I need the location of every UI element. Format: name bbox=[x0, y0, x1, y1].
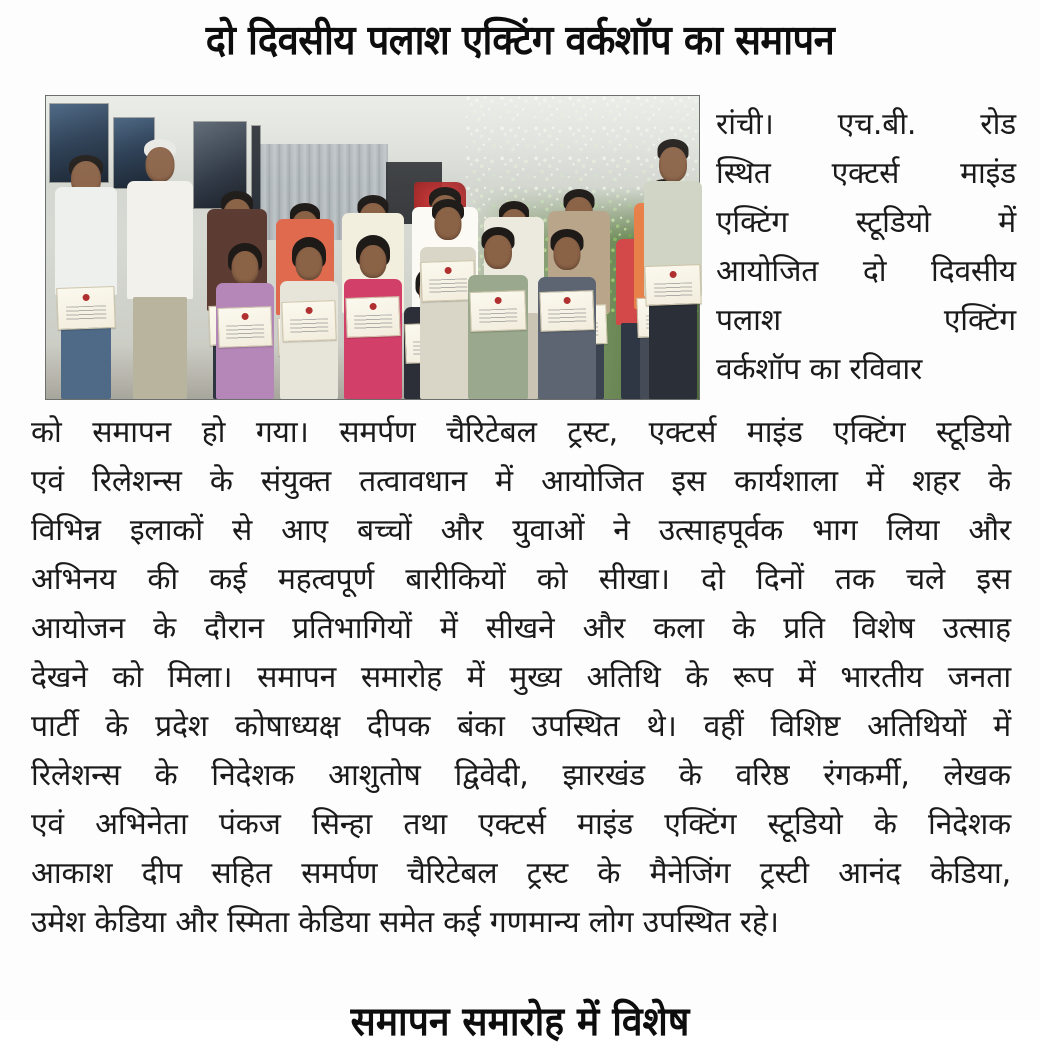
body-word: रांची। bbox=[716, 107, 774, 142]
body-word: हो bbox=[201, 415, 226, 450]
body-word: कोषाध्यक्ष bbox=[234, 709, 341, 744]
body-word: कई bbox=[209, 562, 247, 597]
photo-person bbox=[214, 241, 276, 399]
body-word: युवाओं bbox=[512, 513, 585, 548]
body-word: जनता bbox=[947, 660, 1011, 695]
side-column-text bbox=[716, 100, 1016, 394]
body-word: माइंड bbox=[577, 807, 633, 842]
body-word: के bbox=[153, 611, 176, 646]
body-word: सिन्हा bbox=[311, 807, 373, 842]
body-word: के bbox=[732, 611, 756, 646]
body-line bbox=[31, 849, 1011, 898]
body-word: संयुक्त bbox=[260, 464, 331, 499]
body-line bbox=[31, 506, 1011, 555]
body-word: माइंड bbox=[746, 415, 803, 450]
body-word: रूप bbox=[733, 660, 773, 695]
body-line bbox=[31, 408, 1011, 457]
body-word: वरिष्ठ bbox=[735, 758, 790, 793]
body-word: कार्यशाला bbox=[734, 464, 838, 499]
body-word: स्टूडियो bbox=[936, 415, 1011, 450]
body-word: विशिष्ट bbox=[770, 709, 841, 744]
body-word: सीखा। bbox=[598, 562, 670, 597]
body-word: के bbox=[678, 758, 702, 793]
body-word: आयोजन bbox=[31, 611, 125, 646]
body-word: एवं bbox=[31, 807, 64, 842]
body-word: माइंड bbox=[960, 156, 1016, 191]
body-word: पलाश bbox=[716, 303, 781, 338]
body-word: तक bbox=[835, 562, 875, 597]
body-word: देखने bbox=[31, 660, 88, 695]
body-word: और bbox=[440, 513, 484, 548]
photo-person bbox=[642, 123, 704, 399]
body-word: बच्चों bbox=[356, 513, 412, 548]
body-word: रंगकर्मी, bbox=[823, 758, 910, 793]
body-word: एक्टिंग bbox=[943, 303, 1016, 338]
body-word: के bbox=[154, 758, 178, 793]
body-word: और bbox=[968, 513, 1011, 548]
body-word: समारोह bbox=[360, 660, 442, 695]
body-word: इलाकों bbox=[129, 513, 203, 548]
body-word: ने bbox=[613, 513, 630, 548]
body-word: झारखंड bbox=[562, 758, 646, 793]
photo-person bbox=[536, 229, 598, 399]
body-word: निदेशक bbox=[927, 807, 1011, 842]
body-word: वहीं bbox=[703, 709, 744, 744]
body-line bbox=[31, 457, 1011, 506]
next-article-headline-text: समापन समारोह में विशेष bbox=[350, 999, 690, 1045]
body-line bbox=[31, 555, 1011, 604]
body-word: चैरिटेबल bbox=[406, 856, 498, 891]
body-word: आए bbox=[281, 513, 328, 548]
body-word: ट्रस्टी bbox=[759, 856, 809, 891]
body-word: एच.बी. bbox=[837, 107, 917, 142]
body-word: अभिनेता bbox=[95, 807, 188, 842]
article-body-text bbox=[31, 408, 1011, 947]
photo-person bbox=[342, 235, 404, 399]
body-word: दो bbox=[701, 562, 725, 597]
body-word: एक्टर्स bbox=[831, 156, 900, 191]
body-word: गया। bbox=[255, 415, 309, 450]
side-column-line: वर्कशॉप का रविवार bbox=[716, 352, 923, 387]
photo-person bbox=[278, 237, 340, 399]
body-word: लेखक bbox=[943, 758, 1011, 793]
body-word: भारतीय bbox=[840, 660, 923, 695]
body-line bbox=[31, 751, 1011, 800]
body-word: उत्साह bbox=[942, 611, 1011, 646]
body-line: उमेश केडिया और स्मिता केडिया समेत कई गणमान्य लोग उपस्थित रहे। bbox=[31, 905, 779, 940]
body-word: स्टूडियो bbox=[767, 807, 843, 842]
body-word: प्रदेश bbox=[155, 709, 208, 744]
body-word: के bbox=[209, 464, 233, 499]
body-word: एक्टिंग bbox=[716, 205, 789, 240]
body-word: को bbox=[31, 415, 62, 450]
body-word: निदेशक bbox=[211, 758, 295, 793]
body-word: रोड bbox=[980, 107, 1016, 142]
body-word: के bbox=[988, 464, 1011, 499]
body-word: मैनेजिंग bbox=[649, 856, 731, 891]
body-word: से bbox=[231, 513, 253, 548]
body-word: दीपक bbox=[367, 709, 431, 744]
body-word: बारीकियों bbox=[405, 562, 506, 597]
body-line bbox=[31, 702, 1011, 751]
body-word: स्टूडियो bbox=[855, 205, 931, 240]
body-line bbox=[31, 653, 1011, 702]
body-word: के bbox=[873, 807, 897, 842]
article-photo bbox=[45, 95, 700, 400]
body-word: में bbox=[993, 709, 1011, 744]
body-word: दिनों bbox=[755, 562, 804, 597]
body-word: एवं bbox=[31, 464, 64, 499]
body-word: समापन bbox=[92, 415, 172, 450]
body-word: चैरिटेबल bbox=[446, 415, 537, 450]
body-word: एक्टर्स bbox=[478, 807, 546, 842]
side-column-line bbox=[716, 198, 1016, 247]
body-word: समर्पण bbox=[339, 415, 416, 450]
body-word: उपस्थित bbox=[531, 709, 620, 744]
body-word: प्रति bbox=[783, 611, 825, 646]
body-word: विशेष bbox=[852, 611, 915, 646]
body-word: में bbox=[998, 205, 1016, 240]
body-word: मिला। bbox=[167, 660, 233, 695]
body-word: में bbox=[866, 464, 884, 499]
body-word: अतिथि bbox=[586, 660, 661, 695]
body-word: चले bbox=[906, 562, 946, 597]
body-word: आनंद bbox=[838, 856, 901, 891]
body-word: अतिथियों bbox=[867, 709, 967, 744]
body-word: पंकज bbox=[218, 807, 281, 842]
body-word: दौरान bbox=[204, 611, 264, 646]
body-word: एक्टिंग bbox=[833, 415, 906, 450]
body-word: में bbox=[797, 660, 816, 695]
article-headline: दो दिवसीय पलाश एक्टिंग वर्कशॉप का समापन bbox=[205, 16, 835, 64]
body-word: विभिन्न bbox=[31, 513, 101, 548]
body-word: के bbox=[685, 660, 709, 695]
body-word: महत्वपूर्ण bbox=[277, 562, 374, 597]
body-word: थे। bbox=[646, 709, 677, 744]
body-word: को bbox=[536, 562, 568, 597]
body-line bbox=[31, 604, 1011, 653]
body-word: प्रतिभागियों bbox=[292, 611, 412, 646]
body-word: अभिनय bbox=[31, 562, 117, 597]
body-word: और bbox=[582, 611, 626, 646]
next-article-headline-cutoff bbox=[0, 996, 1040, 1045]
side-column-line bbox=[716, 247, 1016, 296]
body-word: दो bbox=[862, 254, 887, 289]
body-word: सहित bbox=[211, 856, 272, 891]
body-word: के bbox=[597, 856, 621, 891]
photo-person bbox=[124, 125, 196, 399]
body-word: स्थित bbox=[716, 156, 771, 191]
body-word: सीखने bbox=[485, 611, 555, 646]
body-word: आकाश bbox=[31, 856, 113, 891]
body-line bbox=[31, 800, 1011, 849]
body-word: उत्साहपूर्वक bbox=[658, 513, 784, 548]
side-column-line bbox=[716, 100, 1016, 149]
body-word: एक्टर्स bbox=[648, 415, 717, 450]
photo-person bbox=[466, 227, 530, 399]
body-word: द्विवेदी, bbox=[454, 758, 529, 793]
body-word: ट्रस्ट bbox=[526, 856, 569, 891]
body-word: इस bbox=[976, 562, 1011, 597]
body-word: दिवसीय bbox=[930, 254, 1016, 289]
body-word: तत्वावधान bbox=[359, 464, 467, 499]
body-word: लिया bbox=[886, 513, 940, 548]
body-word: में bbox=[439, 611, 458, 646]
body-word: आयोजित bbox=[541, 464, 644, 499]
body-word: आशुतोष bbox=[328, 758, 421, 793]
body-word: केडिया, bbox=[930, 856, 1011, 891]
body-word: के bbox=[105, 709, 129, 744]
body-word: रिलेशन्स bbox=[92, 464, 182, 499]
body-word: में bbox=[466, 660, 485, 695]
body-word: कला bbox=[653, 611, 705, 646]
body-word: इस bbox=[671, 464, 707, 499]
body-word: मुख्य bbox=[509, 660, 562, 695]
body-word: तथा bbox=[403, 807, 447, 842]
body-word: दीप bbox=[141, 856, 182, 891]
body-word: समर्पण bbox=[301, 856, 378, 891]
photo-person bbox=[52, 137, 120, 399]
body-word: एक्टिंग bbox=[664, 807, 737, 842]
body-word: में bbox=[495, 464, 513, 499]
body-word: भाग bbox=[812, 513, 858, 548]
body-word: शहर bbox=[911, 464, 960, 499]
body-word: आयोजित bbox=[716, 254, 819, 289]
body-word: की bbox=[147, 562, 178, 597]
body-word: समापन bbox=[257, 660, 337, 695]
body-word: बंका bbox=[457, 709, 505, 744]
side-column-line bbox=[716, 149, 1016, 198]
body-word: ट्रस्ट, bbox=[567, 415, 619, 450]
side-column-line bbox=[716, 296, 1016, 345]
body-word: पार्टी bbox=[31, 709, 79, 744]
body-word: को bbox=[112, 660, 143, 695]
body-word: रिलेशन्स bbox=[31, 758, 121, 793]
